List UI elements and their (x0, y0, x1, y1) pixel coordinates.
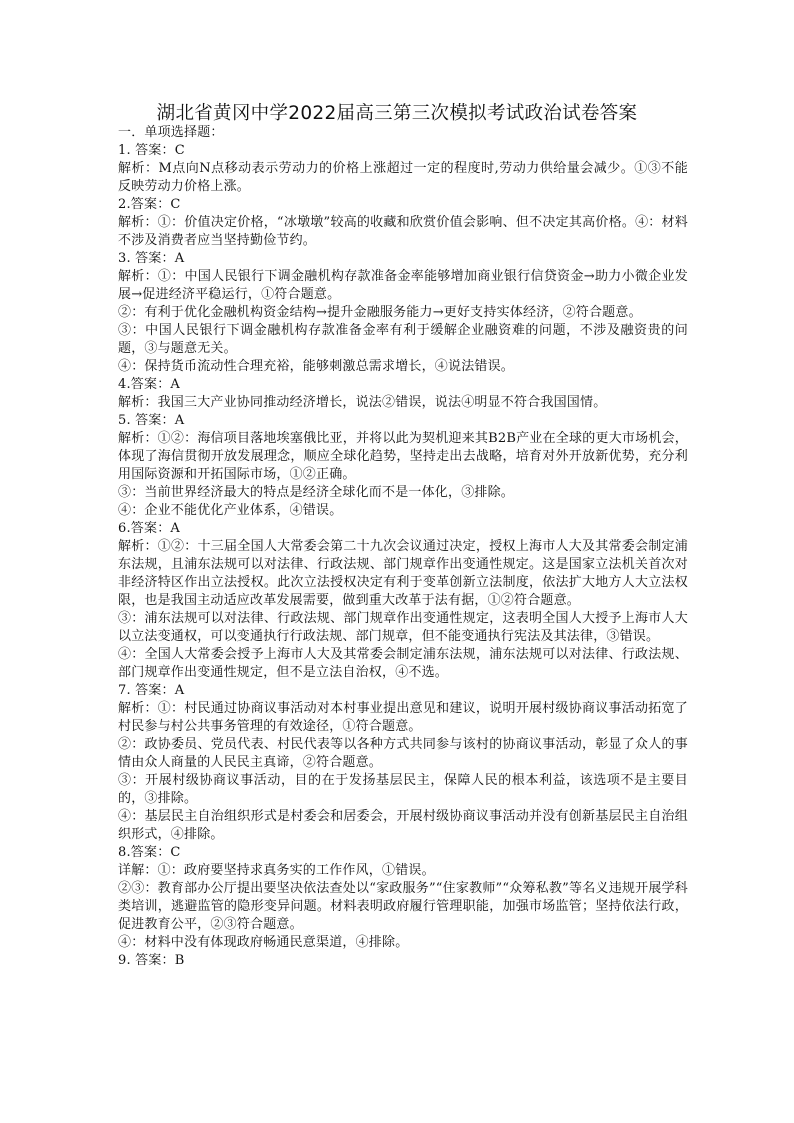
explanation-paragraph: 解析：我国三大产业协同推动经济增长，说法②错误，说法④明显不符合我国国情。 (118, 395, 607, 410)
explanation-paragraph: ③：当前世界经济最大的特点是经济全球化而不是一体化，③排除。 (118, 485, 515, 500)
answer-line: 1. 答案：C (118, 143, 185, 158)
answer-line: 9. 答案：B (118, 953, 185, 968)
answer-line: 5. 答案：A (118, 413, 185, 428)
explanation-paragraph: 解析：①：价值决定价格，“冰墩墩”较高的收藏和欣赏价值会影响、但不决定其高价格。④：材料不涉及消费者应当坚持勤俭节约。 (118, 215, 688, 248)
explanation-paragraph: 解析：①②：十三届全国人大常委会第二十九次会议通过决定，授权上海市人大及其常委会制定浦东法规，且浦东法规可以对法律、行政法规、部门规章作出变通性规定。这是国家立法机关首次对非经济特区作出立法授权。此次立法授权决定有利于变革创新立法制度，依法扩大地方人大立法权限，也是我国主动适应改革发展需要，做到重大改革于法有据，①②符合题意。 (118, 539, 688, 608)
explanation-paragraph: ②：政协委员、党员代表、村民代表等以各种方式共同参与该村的协商议事活动，彰显了众人的事情由众人商量的人民民主真谛，②符合题意。 (118, 737, 688, 770)
answer-line: 2.答案：C (118, 197, 181, 212)
explanation-paragraph: ④：保持货币流动性合理充裕，能够刺激总需求增长，④说法错误。 (118, 359, 515, 374)
explanation-paragraph: ④：基层民主自治组织形式是村委会和居委会，开展村级协商议事活动并没有创新基层民主自治组织形式，④排除。 (118, 809, 688, 842)
explanation-paragraph: ②：有利于优化金融机构资金结构→提升金融服务能力→更好支持实体经济，②符合题意。 (118, 305, 642, 320)
explanation-paragraph: ③：开展村级协商议事活动，目的在于发扬基层民主，保障人民的根本利益，该选项不是主要目的，③排除。 (118, 773, 688, 806)
explanation-paragraph: 详解：①：政府要坚持求真务实的工作作风，①错误。 (118, 863, 435, 878)
explanation-paragraph: ④：企业不能优化产业体系，④错误。 (118, 503, 343, 518)
explanation-paragraph: ③：浦东法规可以对法律、行政法规、部门规章作出变通性规定，这表明全国人大授予上海市人大以立法变通权，可以变通执行行政法规、部门规章，但不能变通执行宪法及其法律，③错误。 (118, 611, 688, 644)
answer-line: 6.答案：A (118, 521, 180, 536)
answer-line: 8.答案：C (118, 845, 181, 860)
explanation-paragraph: 解析：①：村民通过协商议事活动对本村事业提出意见和建议，说明开展村级协商议事活动拓宽了村民参与村公共事务管理的有效途径，①符合题意。 (118, 701, 688, 734)
explanation-paragraph: ③：中国人民银行下调金融机构存款准备金率有利于缓解企业融资难的问题，不涉及融资贵的问题，③与题意无关。 (118, 323, 688, 356)
explanation-paragraph: ④：材料中没有体现政府畅通民意渠道，④排除。 (118, 935, 409, 950)
answer-line: 3. 答案：A (118, 251, 185, 266)
explanation-paragraph: ②③：教育部办公厅提出要坚决依法查处以“家政服务”“住家教师”“众筹私教”等名义违规开展学科类培训，逃避监管的隐形变异问题。材料表明政府履行管理职能，加强市场监管；坚持依法行政，促进教育公平，②③符合题意。 (118, 881, 688, 932)
answer-line: 7. 答案：A (118, 683, 185, 698)
section-heading: 一．单项选择题： (118, 125, 224, 140)
explanation-paragraph: 解析：①②：海信项目落地埃塞俄比亚，并将以此为契机迎来其B2B产业在全球的更大市场机会，体现了海信贯彻开放发展理念，顺应全球化趋势，坚持走出去战略，培育对外开放新优势，充分利用国际资源和开拓国际市场，①②正确。 (118, 431, 688, 482)
answer-content (118, 124, 688, 970)
document-title: 湖北省黄冈中学2022届高三第三次模拟考试政治试卷答案 (156, 103, 638, 124)
explanation-paragraph: ④：全国人大常委会授予上海市人大及其常委会制定浦东法规，浦东法规可以对法律、行政法规、部门规章作出变通性规定，但不是立法自治权，④不选。 (118, 647, 688, 680)
explanation-paragraph: 解析：M点向N点移动表示劳动力的价格上涨超过一定的程度时,劳动力供给量会减少。①③不能反映劳动力价格上涨。 (118, 161, 688, 194)
answer-line: 4.答案：A (118, 377, 180, 392)
explanation-paragraph: 解析：①：中国人民银行下调金融机构存款准备金率能够增加商业银行信贷资金→助力小微企业发展→促进经济平稳运行，①符合题意。 (118, 269, 688, 302)
